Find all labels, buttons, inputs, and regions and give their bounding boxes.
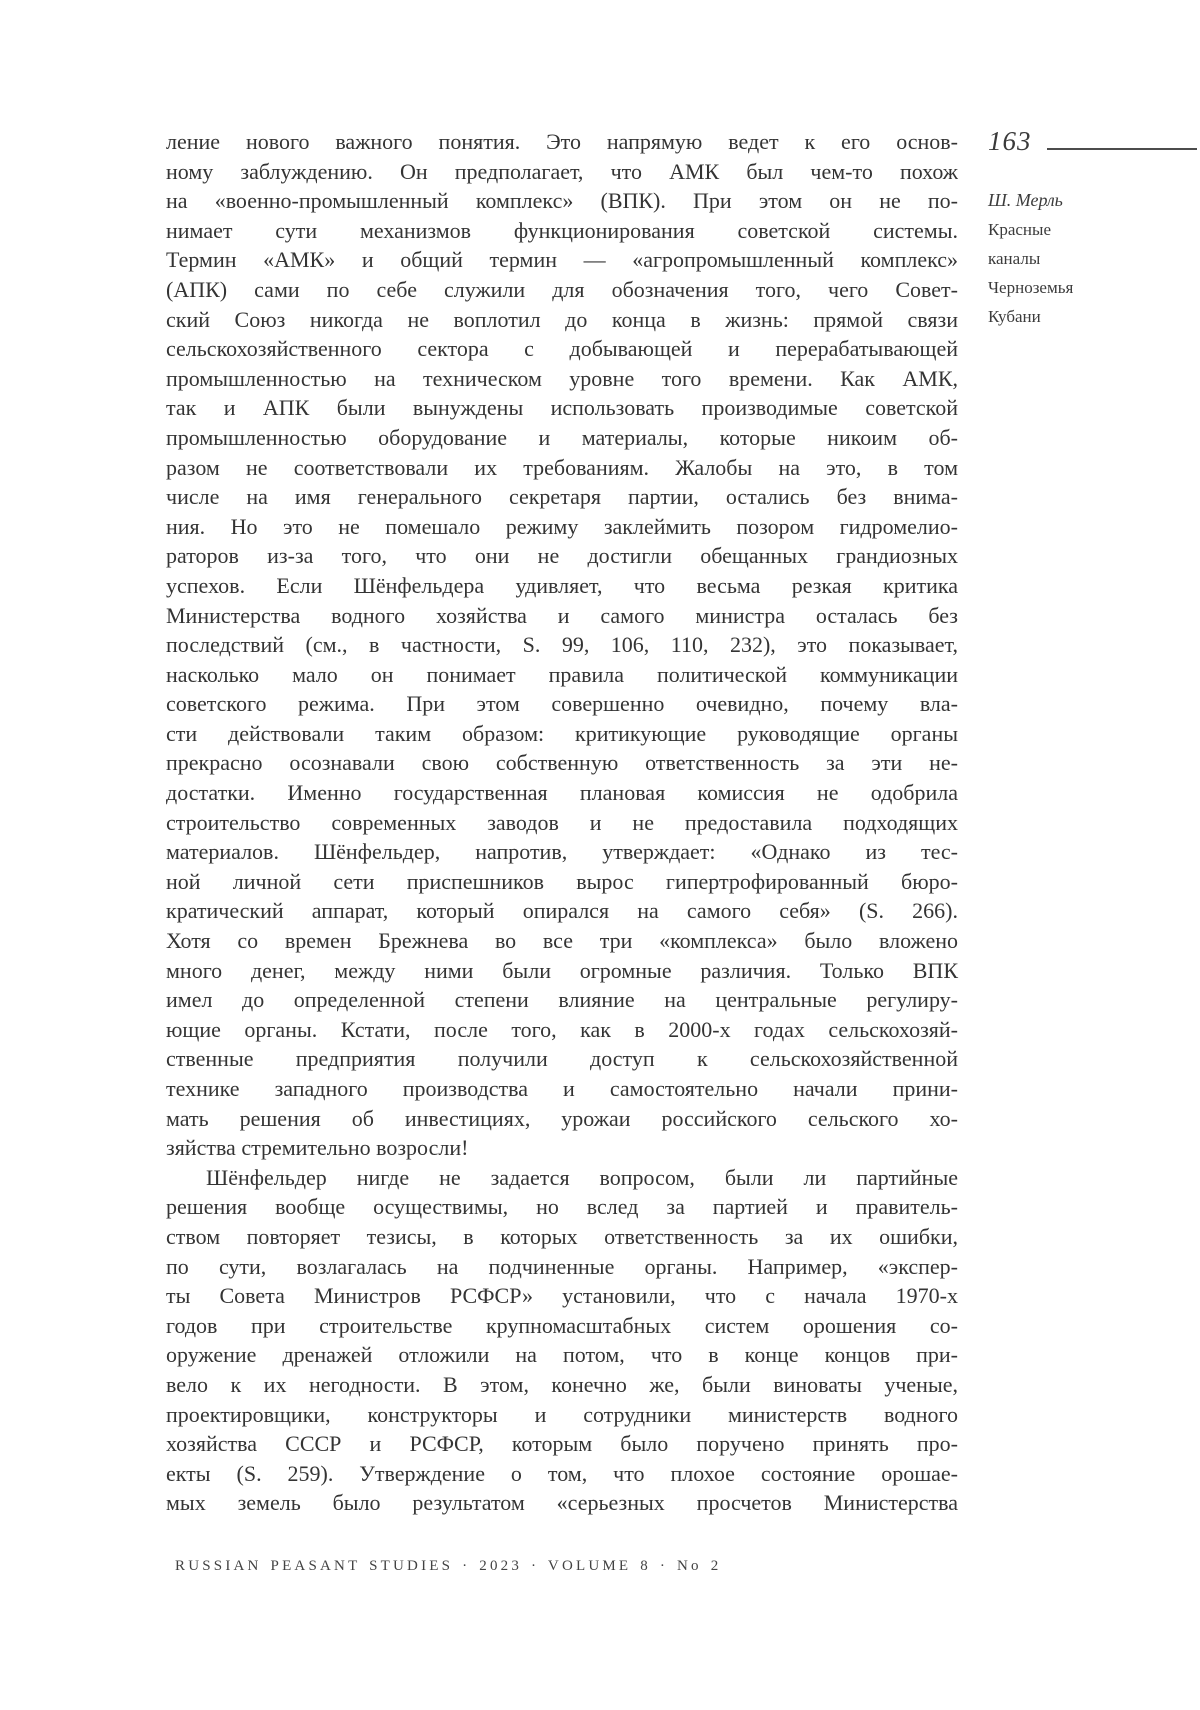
text-line: технике западного производства и самостоятельно начали прини- [166,1076,958,1101]
text-line: так и АПК были вынуждены использовать производимые советской [166,395,958,421]
text-line: промышленностью на техническом уровне того времени. Как АМК, [166,365,958,391]
text-line: кратический аппарат, который опирался на самого себя» (S. 266). [166,898,958,924]
text-line: екты (S. 259). Утверждение о том, что плохое состояние орошае- [166,1460,958,1486]
text-line: мых земель было результатом «серьезных просчетов Министерства [166,1490,958,1516]
text-line: раторов из-за того, что они не достигли обещанных грандиозных [166,543,958,569]
text-line: ной личной сети приспешников вырос гипертрофированный бюро- [166,868,958,894]
running-head-title-line: Кубани [988,307,1041,326]
text-line: Термин «АМК» и общий термин — «агропромышленный комплекс» [166,247,958,273]
text-line: годов при строительстве крупномасштабных систем орошения со- [166,1312,958,1338]
text-line: ственные предприятия получили доступ к сельскохозяйственной [166,1046,958,1072]
text-line: сельскохозяйственного сектора с добывающей и перерабатывающей [166,336,958,362]
text-line: промышленностью оборудование и материалы, которые никоим об- [166,424,958,450]
text-line: ющие органы. Кстати, после того, как в 2000-х годах сельскохозяй- [166,1016,958,1042]
text-line: Министерства водного хозяйства и самого министра осталась без [166,602,958,628]
text-line: материалов. Шёнфельдер, напротив, утверждает: «Однако из тес- [166,839,958,865]
text-line: строительство современных заводов и не предоставила подходящих [166,809,958,835]
text-line: ты Совета Министров РСФСР» установили, что с начала 1970-х [166,1283,958,1309]
text-line: нимает сути механизмов функционирования советской системы. [166,217,958,243]
header-rule [1047,148,1197,150]
text-line: Шёнфельдер нигде не задается вопросом, были ли партийные [206,1164,958,1190]
text-line: имел до определенной степени влияние на центральные регулиру- [166,987,958,1013]
text-line: разом не соответствовали их требованиям. Жалобы на это, в том [166,454,958,480]
page-number: 163 [988,126,1032,156]
text-line: оружение дренажей отложили на потом, что в конце концов при- [166,1342,958,1368]
text-line: по сути, возлагалась на подчиненные органы. Например, «экспер- [166,1253,958,1279]
body-text [166,127,958,1518]
text-line: числе на имя генерального секретаря партии, остались без внима- [166,484,958,510]
text-line: проектировщики, конструкторы и сотрудники министерств водного [166,1401,958,1427]
running-head-title-line: Черноземья [988,278,1074,297]
text-line: Хотя со времен Брежнева во все три «комплекса» было вложено [166,928,958,954]
text-line: на «военно-промышленный комплекс» (ВПК). При этом он не по- [166,188,958,214]
text-line: хозяйства СССР и РСФСР, которым было поручено принять про- [166,1431,958,1457]
text-line: вело к их негодности. В этом, конечно же, были виноваты ученые, [166,1371,958,1397]
text-line: ление нового важного понятия. Это напрямую ведет к его основ- [166,129,958,154]
running-head-author: Ш. Мерль [988,190,1063,210]
text-line: ский Союз никогда не воплотил до конца в жизнь: прямой связи [166,306,958,332]
text-line: ному заблуждению. Он предполагает, что АМК был чем-то похож [166,158,958,184]
running-head-title-line: каналы [988,249,1041,268]
text-line: прекрасно осознавали свою собственную ответственность за эти не- [166,750,958,776]
text-line: советского режима. При этом совершенно очевидно, почему вла- [166,691,958,717]
text-line: (АПК) сами по себе служили для обозначения того, чего Совет- [166,276,958,302]
text-line: последствий (см., в частности, S. 99, 106, 110, 232), это показывает, [166,632,958,658]
text-line: решения вообще осуществимы, но вслед за партией и правитель- [166,1194,958,1220]
text-line: сти действовали таким образом: критикующие руководящие органы [166,720,958,746]
text-line: мать решения об инвестициях, урожаи российского сельского хо- [166,1105,958,1131]
text-line: успехов. Если Шёнфельдера удивляет, что весьма резкая критика [166,572,958,598]
text-line: ния. Но это не помешало режиму заклеймить позором гидромелио- [166,513,958,539]
text-line: ством повторяет тезисы, в которых ответственность за их ошибки, [166,1223,958,1249]
running-head [988,186,1188,331]
running-head-title-line: Красные [988,220,1051,239]
text-line: насколько мало он понимает правила политической коммуникации [166,661,958,687]
text-line: много денег, между ними были огромные различия. Только ВПК [166,957,958,983]
page-footer: RUSSIAN PEASANT STUDIES · 2023 · VOLUME 8 · No 2 [175,1558,722,1574]
text-line: достатки. Именно государственная плановая комиссия не одобрила [166,780,958,806]
text-line: зяйства стремительно возросли! [166,1135,469,1161]
